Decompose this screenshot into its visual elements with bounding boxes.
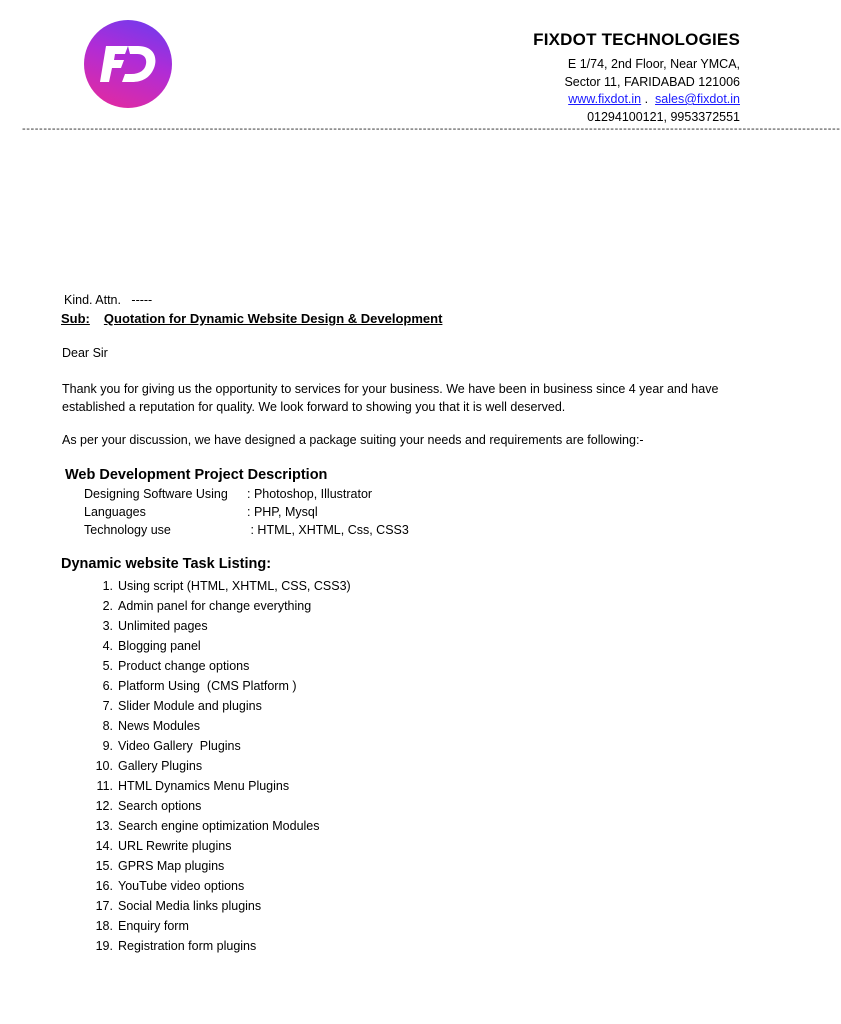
- project-description-title: Web Development Project Description: [65, 467, 328, 483]
- fixdot-logo-icon: [84, 20, 172, 108]
- spec-row: [84, 521, 409, 539]
- task-number: 19.: [95, 939, 113, 953]
- task-text: Admin panel for change everything: [118, 599, 312, 613]
- task-text: Gallery Plugins: [118, 759, 203, 773]
- task-item: [86, 896, 351, 916]
- task-text: Blogging panel: [118, 639, 201, 653]
- subject-line: [61, 311, 442, 326]
- task-number: 11.: [96, 779, 113, 793]
- task-item: [86, 916, 351, 936]
- task-text: Video Gallery Plugins: [118, 739, 241, 753]
- task-list: [86, 576, 351, 956]
- task-item: [86, 776, 351, 796]
- task-number: 7.: [102, 699, 113, 713]
- spec-row: [84, 485, 409, 503]
- intro-paragraph: Thank you for giving us the opportunity to services for your business. We have been in business since 4 year and have established a reputation for quality. We look forward to showing you that it is well deserved.: [62, 382, 719, 414]
- task-item: [86, 676, 351, 696]
- task-item: [86, 936, 351, 956]
- task-number: 16.: [95, 879, 113, 893]
- task-number: 8.: [102, 719, 113, 733]
- task-number: 3.: [102, 619, 113, 633]
- website-link[interactable]: www.fixdot.in: [568, 92, 642, 106]
- task-item: [86, 696, 351, 716]
- task-text: URL Rewrite plugins: [118, 839, 232, 853]
- link-separator: .: [641, 92, 656, 106]
- address-line-1: E 1/74, 2nd Floor, Near YMCA,: [567, 57, 740, 71]
- task-text: YouTube video options: [118, 879, 245, 893]
- contact-links: [533, 91, 740, 109]
- header-divider: ------------------------------------------------------------------------------------------------------------------------------------------------------------------------------------------------: [22, 123, 841, 135]
- task-item: [86, 856, 351, 876]
- task-item: [86, 736, 351, 756]
- task-number: 4.: [102, 639, 113, 653]
- task-text: Search options: [118, 799, 202, 813]
- task-text: HTML Dynamics Menu Plugins: [118, 779, 290, 793]
- spec-value: : PHP, Mysql: [247, 505, 318, 519]
- task-number: 1.: [102, 579, 113, 593]
- task-number: 13.: [95, 819, 113, 833]
- task-text: News Modules: [118, 719, 200, 733]
- task-text: Slider Module and plugins: [118, 699, 262, 713]
- task-text: Social Media links plugins: [118, 899, 262, 913]
- task-item: [86, 756, 351, 776]
- task-item: [86, 796, 351, 816]
- task-number: 12.: [95, 799, 113, 813]
- task-number: 6.: [102, 679, 113, 693]
- spec-value: : Photoshop, Illustrator: [247, 487, 373, 501]
- spec-key: Languages: [84, 505, 146, 519]
- task-number: 5.: [102, 659, 113, 673]
- spec-key: Technology use: [84, 523, 171, 537]
- spec-key: Designing Software Using: [84, 487, 228, 501]
- task-number: 15.: [95, 859, 113, 873]
- task-number: 17.: [95, 899, 113, 913]
- task-text: Using script (HTML, XHTML, CSS, CSS3): [118, 579, 351, 593]
- task-number: 18.: [95, 919, 113, 933]
- task-number: 9.: [102, 739, 113, 753]
- task-item: [86, 636, 351, 656]
- task-text: Search engine optimization Modules: [118, 819, 320, 833]
- task-text: Product change options: [118, 659, 250, 673]
- task-number: 14.: [95, 839, 113, 853]
- kind-attention: Kind. Attn. -----: [64, 293, 153, 307]
- task-item: [86, 716, 351, 736]
- subject-text: Quotation for Dynamic Website Design & Development: [103, 311, 443, 326]
- email-link[interactable]: sales@fixdot.in: [655, 92, 740, 106]
- task-text: Registration form plugins: [118, 939, 257, 953]
- task-text: Platform Using (CMS Platform ): [118, 679, 297, 693]
- task-item: [86, 656, 351, 676]
- subject-label: Sub:: [61, 311, 90, 326]
- company-logo: [84, 20, 172, 108]
- task-item: [86, 836, 351, 856]
- spec-row: [84, 503, 409, 521]
- project-specs: [84, 485, 409, 539]
- spec-value: : HTML, XHTML, Css, CSS3: [247, 523, 409, 537]
- task-item: [86, 816, 351, 836]
- fd-monogram-icon: [84, 20, 172, 108]
- task-item: [86, 576, 351, 596]
- greeting: Dear Sir: [62, 346, 108, 360]
- task-item: [86, 616, 351, 636]
- task-item: [86, 876, 351, 896]
- task-text: Unlimited pages: [118, 619, 208, 633]
- company-name: FIXDOT TECHNOLOGIES: [533, 30, 740, 49]
- task-number: 2.: [102, 599, 113, 613]
- task-text: GPRS Map plugins: [118, 859, 225, 873]
- task-number: 10.: [95, 759, 113, 773]
- task-item: [86, 596, 351, 616]
- address-line-2: Sector 11, FARIDABAD 121006: [564, 74, 740, 89]
- package-paragraph: As per your discussion, we have designed a package suiting your needs and requirements are following:-: [62, 433, 644, 447]
- task-text: Enquiry form: [118, 919, 189, 933]
- company-info: [533, 30, 740, 126]
- task-listing-title: Dynamic website Task Listing:: [61, 556, 272, 572]
- phone-numbers: 01294100121, 9953372551: [587, 109, 740, 124]
